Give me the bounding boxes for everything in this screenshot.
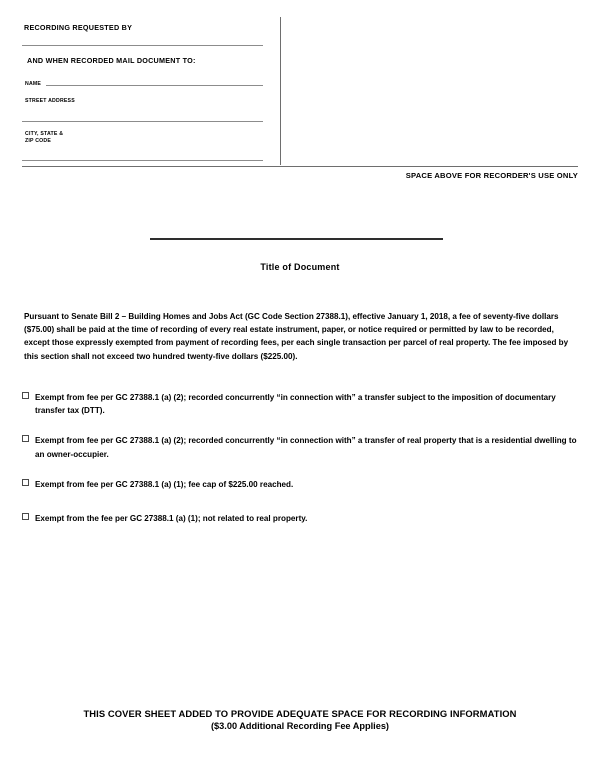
exemption-item-4-label: Exempt from the fee per GC 27388.1 (a) (1); not related to real property.: [35, 514, 308, 524]
title-underline-rule: [150, 238, 443, 240]
recorder-block-bottom-rule: [22, 166, 578, 167]
senate-bill-2-paragraph: Pursuant to Senate Bill 2 – Building Homes and Jobs Act (GC Code Section 27388.1), effective January 1, 2018, a fee of seventy-five dollars ($75.00) shall be paid at the time of recording of every real estate instrument, paper, or notice required or permitted by law to be recorded, except those expressly exempted from payment of recording fees, per each single transaction per parcel of real property. The fee imposed by this section shall not exceed two hundred twenty-five dollars ($225.00).: [24, 312, 569, 361]
checkbox-icon[interactable]: [22, 479, 29, 486]
exemption-item-4[interactable]: [22, 512, 578, 525]
exemption-item-1-label: Exempt from fee per GC 27388.1 (a) (2); recorded concurrently “in connection with” a transfer subject to the imposition of documentary transfer tax (DTT).: [35, 393, 556, 416]
city-state-zip-field-rule[interactable]: [22, 160, 263, 161]
street-address-field-label: STREET ADDRESS: [25, 98, 75, 104]
checkbox-icon[interactable]: [22, 435, 29, 442]
footer-cover-sheet-notice: THIS COVER SHEET ADDED TO PROVIDE ADEQUATE SPACE FOR RECORDING INFORMATION: [83, 708, 517, 719]
exemption-list: [22, 391, 578, 525]
recorder-block-vertical-divider: [280, 17, 281, 165]
recording-requested-by-label: RECORDING REQUESTED BY: [24, 23, 133, 32]
checkbox-icon[interactable]: [22, 392, 29, 399]
recorder-header-block: [0, 0, 600, 190]
recording-requested-by-rule: [22, 45, 263, 46]
exemption-item-2[interactable]: [22, 434, 578, 460]
name-field-rule[interactable]: [46, 85, 263, 86]
checkbox-icon[interactable]: [22, 513, 29, 520]
exemption-item-3[interactable]: [22, 478, 578, 491]
exemption-item-3-label: Exempt from fee per GC 27388.1 (a) (1); fee cap of $225.00 reached.: [35, 479, 294, 489]
mail-document-to-label: AND WHEN RECORDED MAIL DOCUMENT TO:: [27, 56, 196, 65]
street-address-field-rule[interactable]: [22, 121, 263, 122]
city-state-field-label: CITY, STATE &: [25, 131, 64, 137]
document-title: Title of Document: [260, 262, 340, 272]
exemption-item-1[interactable]: [22, 391, 578, 417]
exemption-item-2-label: Exempt from fee per GC 27388.1 (a) (2); recorded concurrently “in connection with” a transfer of real property that is a residential dwelling to an owner-occupier.: [35, 436, 577, 459]
space-above-recorder-notice: SPACE ABOVE FOR RECORDER'S USE ONLY: [405, 171, 578, 180]
name-field-label: NAME: [25, 81, 42, 87]
page-footer: [0, 708, 600, 731]
footer-additional-fee-notice: ($3.00 Additional Recording Fee Applies): [211, 721, 389, 731]
zip-code-field-label: ZIP CODE: [25, 138, 52, 144]
